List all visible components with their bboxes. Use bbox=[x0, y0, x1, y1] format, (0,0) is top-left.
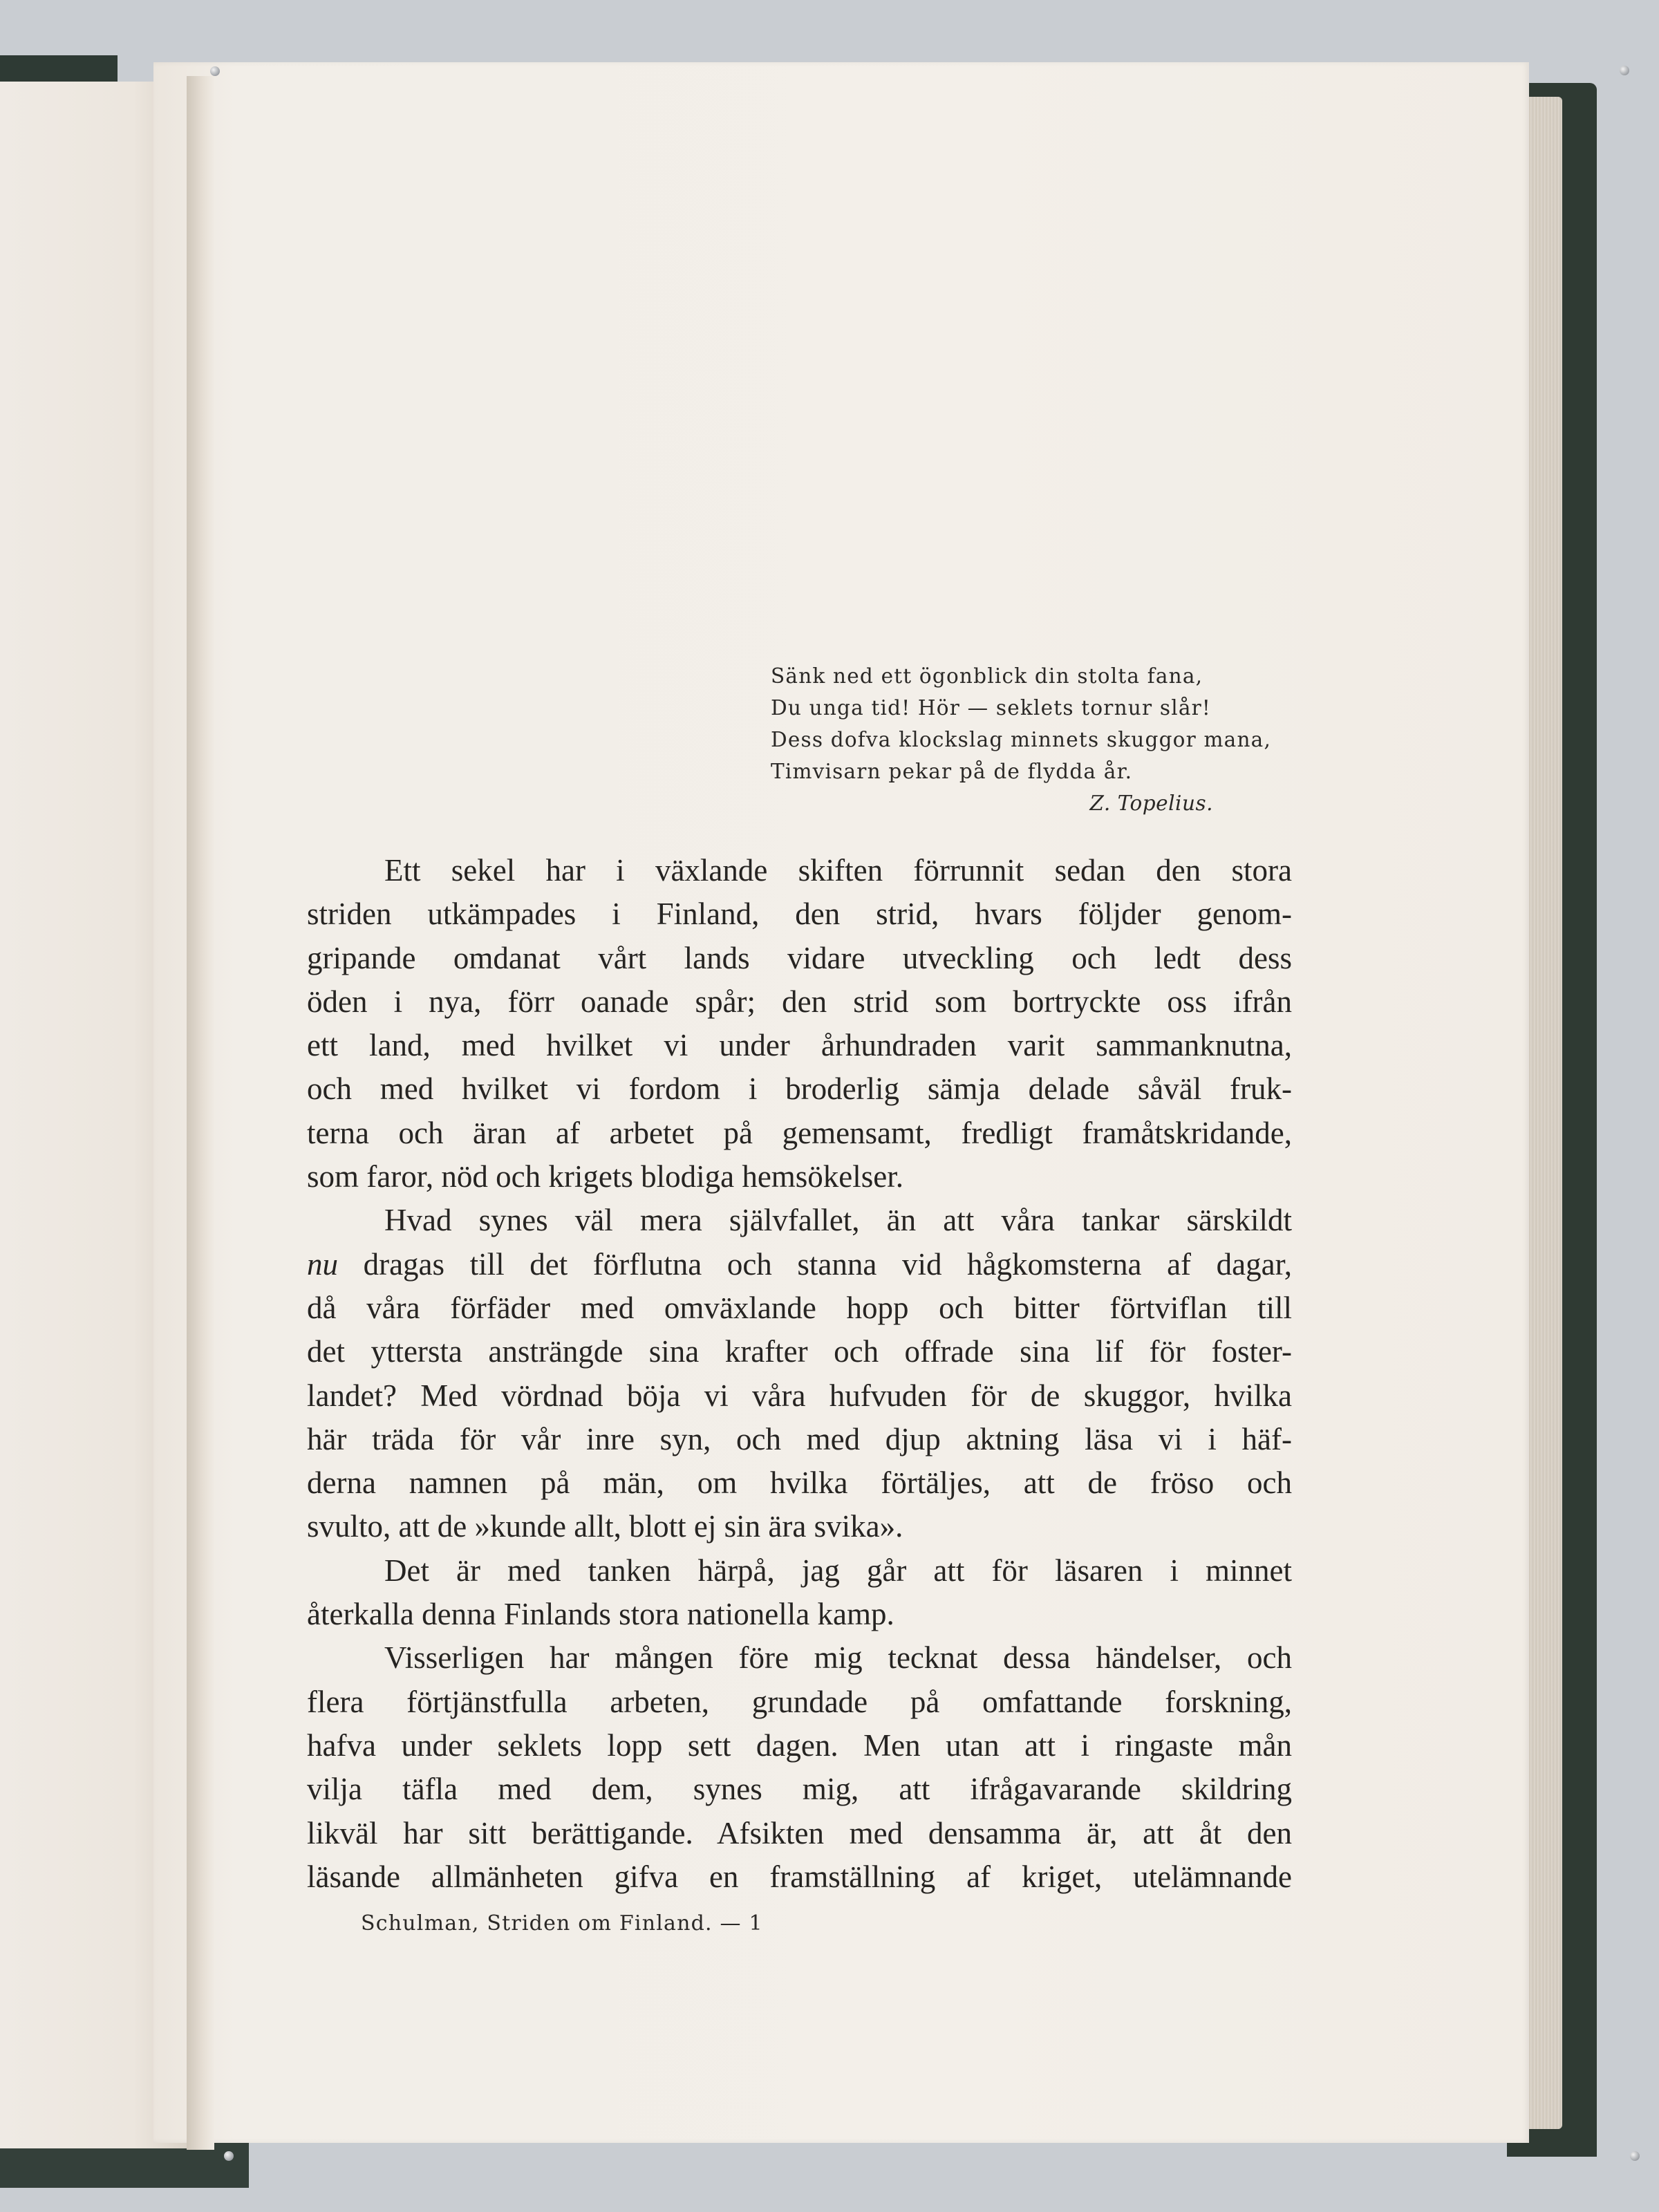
epigraph bbox=[771, 660, 1310, 819]
pin-bottom-left bbox=[224, 2151, 234, 2161]
epigraph-attribution: Z. Topelius. bbox=[1089, 791, 1213, 815]
body-line: återkalla denna Finlands stora nationella kamp. bbox=[307, 1597, 894, 1632]
body-line: derna namnen på män, om hvilka förtäljes, att de fröso och bbox=[307, 1465, 1292, 1501]
pin-top-right bbox=[1620, 66, 1629, 75]
epigraph-line: Du unga tid! Hör — seklets tornur slår! bbox=[771, 696, 1211, 720]
pin-bottom-right bbox=[1630, 2151, 1640, 2161]
body-line: läsande allmänheten gifva en framställning af kriget, utelämnande bbox=[307, 1859, 1292, 1894]
body-line: vilja täfla med dem, synes mig, att ifrågavarande skildring bbox=[307, 1772, 1292, 1807]
body-line: likväl har sitt berättigande. Afsikten med densamma är, att åt den bbox=[307, 1815, 1292, 1850]
body-line-with-italic bbox=[307, 1243, 1292, 1286]
epigraph-line: Dess dofva klockslag minnets skuggor mana, bbox=[771, 728, 1272, 751]
body-line: flera förtjänstfulla arbeten, grundade på omfattande forskning, bbox=[307, 1684, 1292, 1719]
signature-mark: Schulman, Striden om Finland. — 1 bbox=[361, 1911, 763, 1936]
body-line: som faror, nöd och krigets blodiga hemsökelser. bbox=[307, 1159, 904, 1194]
book-gutter bbox=[187, 76, 214, 2150]
body-line: svulto, att de »kunde allt, blott ej sin ära svika». bbox=[307, 1509, 903, 1544]
body-line: då våra förfäder med omväxlande hopp och bitter förtviflan till bbox=[307, 1290, 1292, 1325]
body-line: Hvad synes väl mera självfallet, än att våra tankar särskildt bbox=[384, 1203, 1292, 1238]
epigraph-line: Timvisarn pekar på de flydda år. bbox=[771, 760, 1133, 783]
body-line: Visserligen har mången före mig tecknat dessa händelser, och bbox=[384, 1640, 1292, 1676]
body-line-rest: dragas till det förflutna och stanna vid hågkomsterna af dagar, bbox=[363, 1246, 1292, 1282]
body-line: gripande omdanat vårt lands vidare utveckling och ledt dess bbox=[307, 940, 1292, 975]
italic-word: nu bbox=[307, 1246, 338, 1282]
body-line: Ett sekel har i växlande skiften förrunnit sedan den stora bbox=[384, 853, 1292, 888]
body-line: Det är med tanken härpå, jag går att för läsaren i minnet bbox=[384, 1553, 1292, 1588]
body-line: ett land, med hvilket vi under århundraden varit sammanknutna, bbox=[307, 1028, 1292, 1063]
body-line: och med hvilket vi fordom i broderlig sämja delade såväl fruk- bbox=[307, 1071, 1292, 1107]
body-line: hafva under seklets lopp sett dagen. Men utan att i ringaste mån bbox=[307, 1727, 1292, 1763]
body-line: terna och äran af arbetet på gemensamt, fredligt framåtskridande, bbox=[307, 1115, 1292, 1150]
body-line: här träda för vår inre syn, och med djup aktning läsa vi i häf- bbox=[307, 1421, 1292, 1456]
epigraph-line: Sänk ned ett ögonblick din stolta fana, bbox=[771, 664, 1203, 688]
pin-top-left bbox=[210, 66, 220, 76]
body-line: striden utkämpades i Finland, den strid, hvars följder genom- bbox=[307, 897, 1292, 932]
body-line: öden i nya, förr oanade spår; den strid som bortryckte oss ifrån bbox=[307, 984, 1292, 1019]
body-line: landet? Med vördnad böja vi våra hufvuden för de skuggor, hvilka bbox=[307, 1378, 1292, 1413]
body-line: det yttersta ansträngde sina krafter och offrade sina lif för foster- bbox=[307, 1334, 1292, 1369]
body-text bbox=[307, 849, 1292, 1899]
